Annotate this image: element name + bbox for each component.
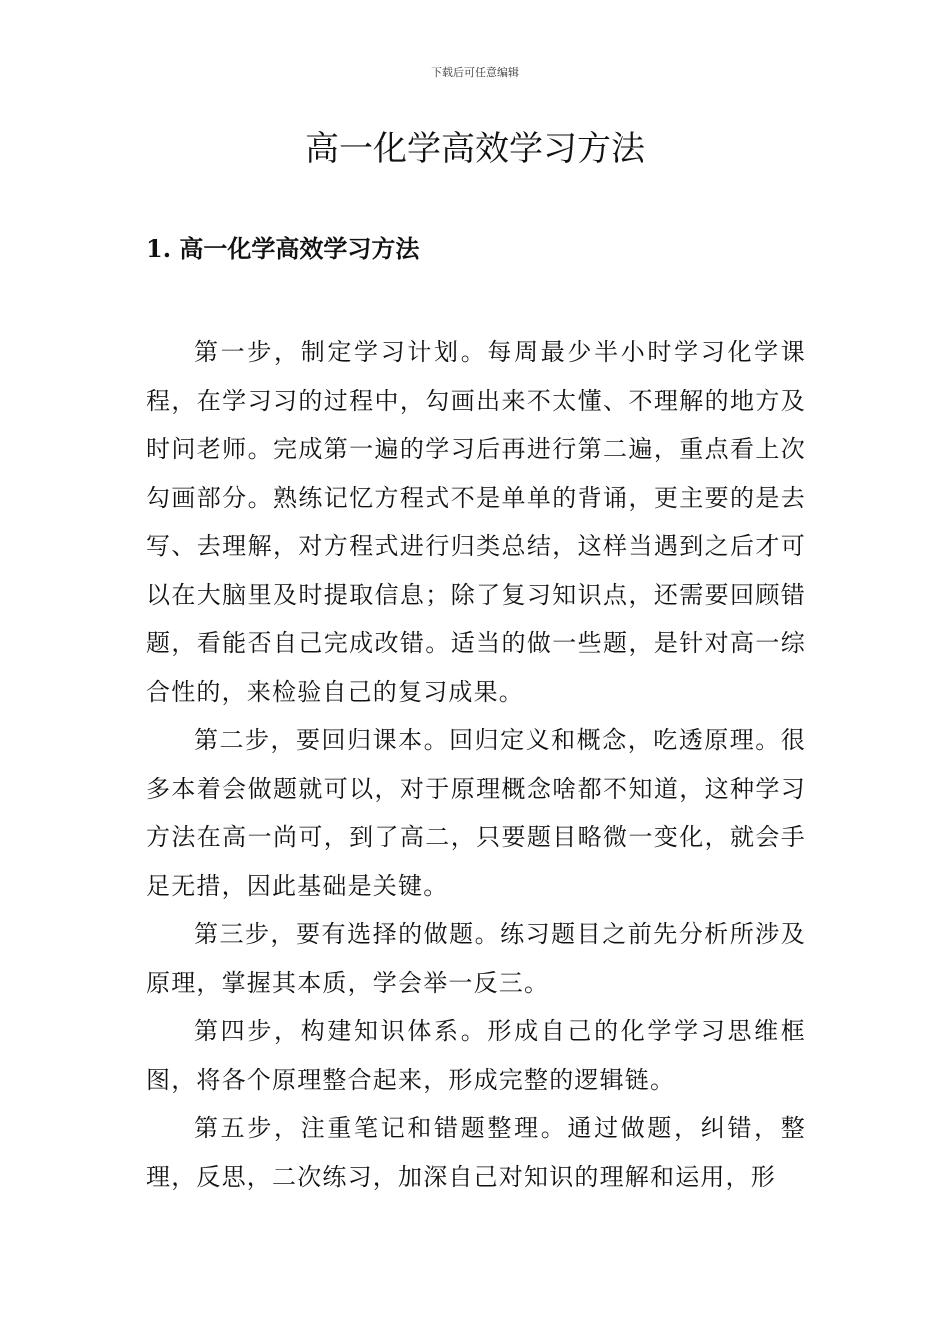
header-note: 下载后可任意编辑: [431, 66, 519, 79]
paragraph-step-1: 第一步，制定学习计划。每周最少半小时学习化学课程，在学习习的过程中，勾画出来不太懂、不理解的地方及时问老师。完成第一遍的学习后再进行第二遍，重点看上次勾画部分。熟练记忆方程式不是单单的背诵，更主要的是去写、去理解，对方程式进行归类总结，这样当遇到之后才可以在大脑里及时提取信息；除了复习知识点，还需要回顾错题，看能否自己完成改错。适当的做一些题，是针对高一综合性的，来检验自己的复习成果。: [146, 338, 806, 706]
document-title: 高一化学高效学习方法: [305, 129, 645, 169]
paragraph-step-3: 第三步，要有选择的做题。练习题目之前先分析所涉及原理，掌握其本质，学会举一反三。: [146, 920, 806, 997]
body-text: [146, 328, 806, 1201]
section-heading: 1. 高一化学高效学习方法: [146, 234, 420, 263]
paragraph-step-4: 第四步，构建知识体系。形成自己的化学学习思维框图，将各个原理整合起来，形成完整的逻辑链。: [146, 1017, 806, 1094]
paragraph-step-5: 第五步，注重笔记和错题整理。通过做题，纠错，整理，反思，二次练习，加深自己对知识的理解和运用，形: [146, 1114, 806, 1191]
paragraph-step-2: 第二步，要回归课本。回归定义和概念，吃透原理。很多本着会做题就可以，对于原理概念啥都不知道，这种学习方法在高一尚可，到了高二，只要题目略微一变化，就会手足无措，因此基础是关键。: [146, 726, 806, 900]
